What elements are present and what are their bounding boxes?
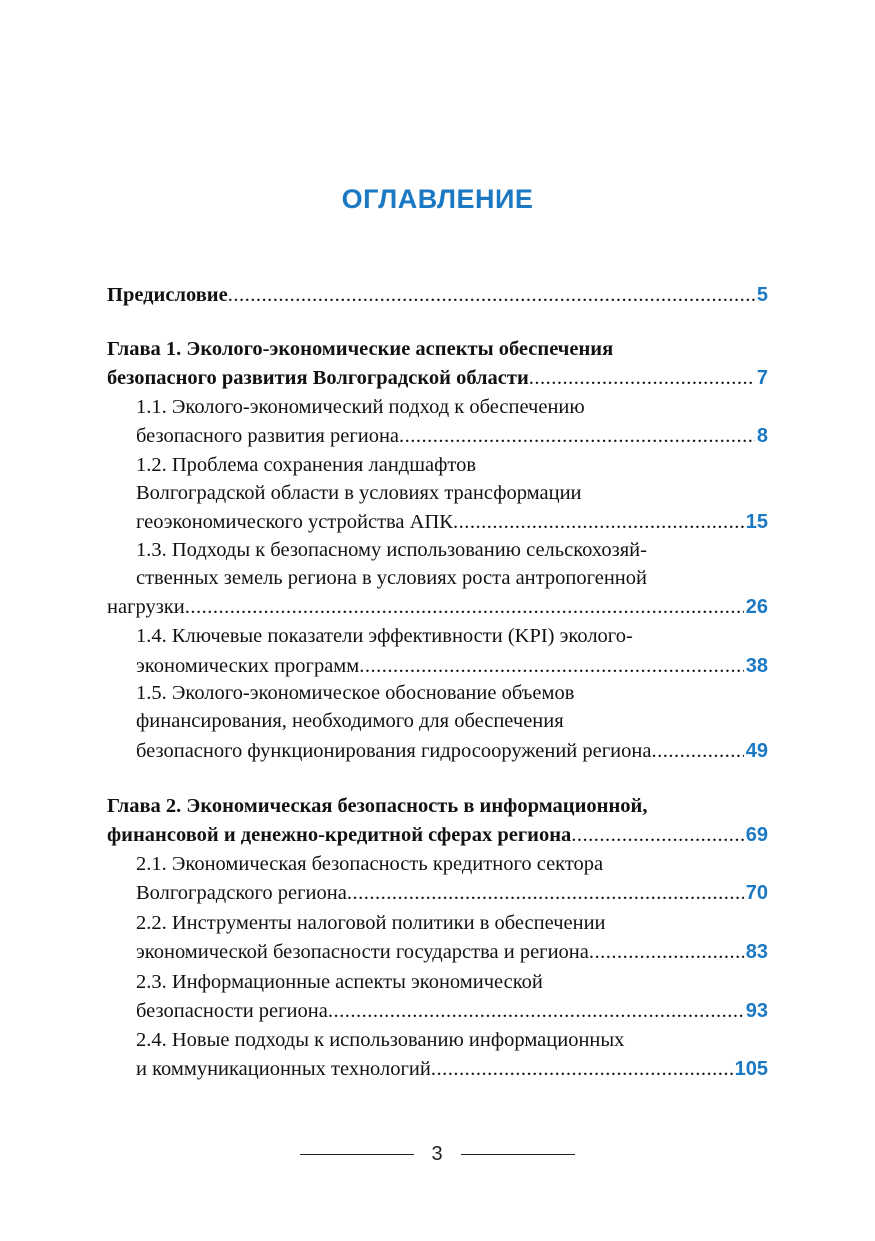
page-number: 3: [431, 1143, 443, 1165]
toc-entry-title-line: и коммуникационных технологий: [136, 1058, 431, 1080]
toc-entry-title-line: ственных земель региона в условиях роста антропогенной: [136, 567, 647, 589]
toc-entry-title-line: безопасного развития региона: [136, 425, 400, 447]
toc-page-number: 26: [745, 596, 768, 618]
leader-dots: [571, 821, 743, 850]
toc-page-number: 105: [734, 1058, 768, 1080]
toc-entry-title-line: финансовой и денежно-кредитной сферах региона: [107, 824, 572, 846]
toc-entry-title-line: финансирования, необходимого для обеспечения: [136, 710, 564, 732]
leader-dots: [399, 422, 755, 451]
toc-entry-title-line: Волгоградского региона: [136, 882, 347, 904]
leader-dots: [347, 879, 744, 908]
toc-entry-title-line: геоэкономического устройства АПК: [136, 511, 453, 533]
toc-entry-title-line: Глава 1. Эколого-экономические аспекты обеспечения: [107, 338, 614, 360]
toc-page-number: 70: [745, 882, 768, 904]
toc-entry-title-line: 2.4. Новые подходы к использованию информационных: [136, 1029, 625, 1051]
page-footer: [0, 1140, 875, 1170]
leader-dots: [328, 997, 744, 1026]
toc-entry-title-line: 1.4. Ключевые показатели эффективности (KPI) эколого-: [136, 625, 633, 647]
leader-dots: [185, 593, 744, 622]
footer-rule-left: [300, 1154, 414, 1155]
toc-entry-title-line: экономических программ: [136, 655, 360, 677]
toc-page-number: 38: [745, 655, 768, 677]
leader-dots: [431, 1055, 733, 1084]
toc-entry-title-line: 2.1. Экономическая безопасность кредитного сектора: [136, 853, 604, 875]
leader-dots: [453, 508, 744, 537]
toc-page-number: 7: [756, 367, 768, 389]
toc-page-number: 49: [745, 740, 768, 762]
toc-page-number: 69: [745, 824, 768, 846]
toc-page-number: 8: [756, 425, 768, 447]
leader-dots: [529, 364, 755, 393]
toc-entry-title: Предисловие: [107, 284, 228, 306]
leader-dots: [228, 281, 755, 310]
toc-entry-title-line: Волгоградской области в условиях трансформации: [136, 482, 582, 504]
toc-page-number: 15: [745, 511, 768, 533]
toc-entry-title-line: нагрузки: [107, 596, 185, 618]
toc-entry-title-line: экономической безопасности государства и региона: [136, 941, 589, 963]
toc-entry-title-line: Глава 2. Экономическая безопасность в информационной,: [107, 795, 648, 817]
toc-entry-title-line: 2.3. Информационные аспекты экономической: [136, 971, 543, 993]
leader-dots: [359, 652, 744, 681]
toc-page-number: 83: [745, 941, 768, 963]
footer-rule-right: [461, 1154, 575, 1155]
toc-entry-title-line: безопасного развития Волгоградской области: [107, 367, 529, 389]
leader-dots: [589, 938, 744, 967]
toc-entry-title-line: безопасности региона: [136, 1000, 328, 1022]
toc-page-number: 5: [756, 284, 768, 306]
toc-entry-title-line: 1.5. Эколого-экономическое обоснование объемов: [136, 682, 575, 704]
toc-entry-title-line: безопасного функционирования гидросооружений региона: [136, 740, 652, 762]
toc-entry-title-line: 2.2. Инструменты налоговой политики в обеспечении: [136, 912, 606, 934]
toc-entry-title-line: 1.2. Проблема сохранения ландшафтов: [136, 454, 477, 476]
toc-page-number: 93: [745, 1000, 768, 1022]
toc-entry-title-line: 1.3. Подходы к безопасному использованию сельскохозяй-: [136, 539, 647, 561]
toc-entry-title-line: 1.1. Эколого-экономический подход к обеспечению: [136, 396, 585, 418]
leader-dots: [651, 737, 743, 766]
page-title: ОГЛАВЛЕНИЕ: [341, 184, 534, 214]
